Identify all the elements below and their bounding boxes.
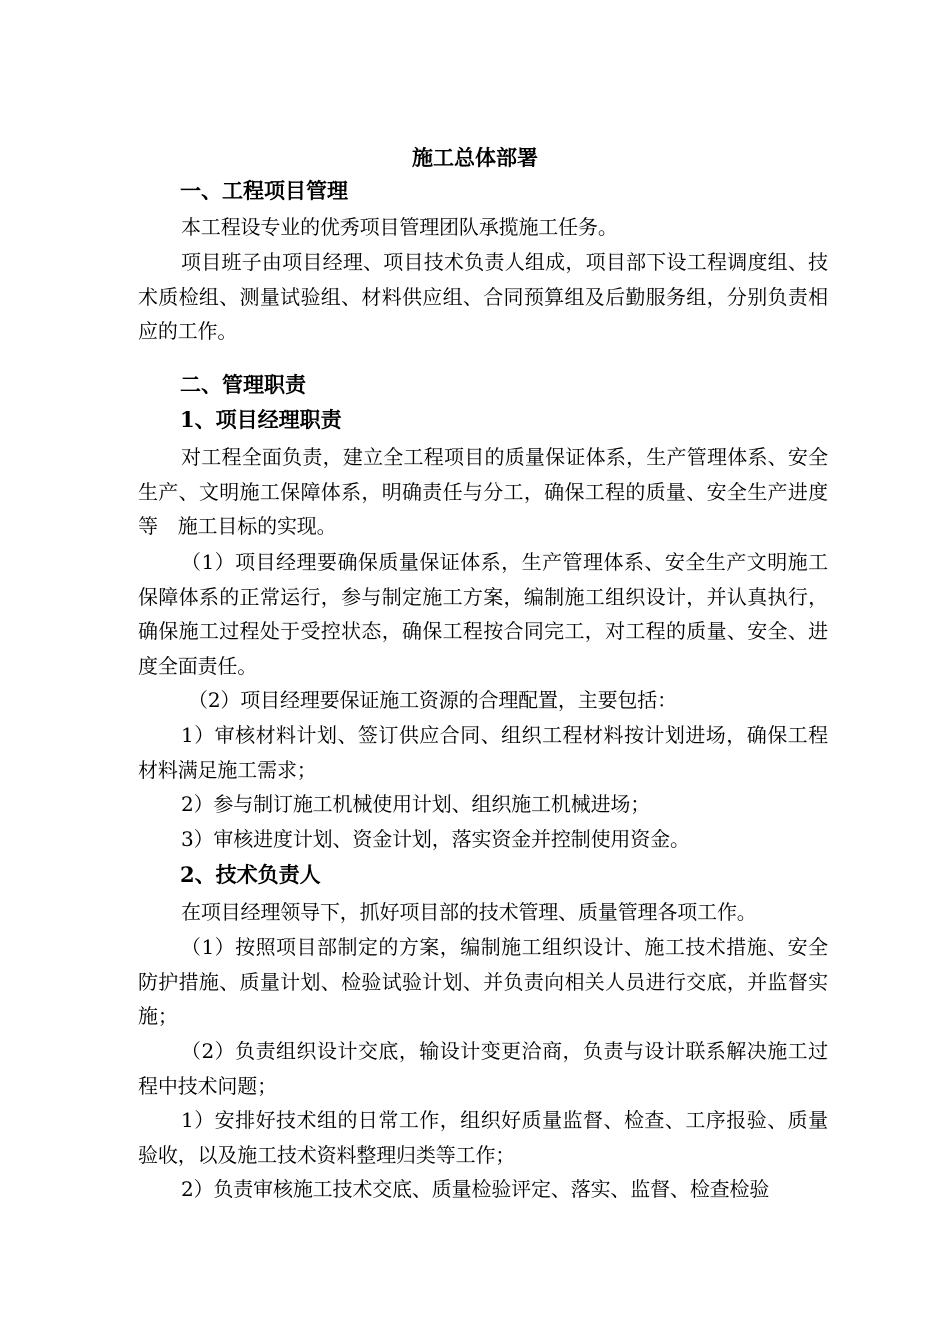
section-1-paragraph-1: 本工程设专业的优秀项目管理团队承揽施工任务。 [181,215,618,239]
section-2-1-paragraph-2: （1）项目经理要确保质量保证体系，生产管理体系、安全生产文明施工保障体系的正常运行，参与制定施工方案，编制施工组织设计，并认真执行，确保施工过程处于受控状态，确保工程按合同完工，对工程的质量、安全、进度全面责任。 [138,550,828,678]
section-2-1-paragraph-1: 对工程全面负责，建立全工程项目的质量保证体系，生产管理体系、安全生产、文明施工保障体系，明确责任与分工，确保工程的质量、安全生产进度等 施工目标的实现。 [138,445,828,538]
section-2-2-paragraph-3: （2）负责组织设计交底，输设计变更洽商，负责与设计联系解决施工过程中技术问题； [138,1039,828,1098]
section-2-1-heading: 1、项目经理职责 [180,407,342,432]
section-2-1-paragraph-5: 2）参与制订施工机械使用计划、组织施工机械进场； [181,792,651,816]
section-2-2-paragraph-4: 1）安排好技术组的日常工作，组织好质量监督、检查、工序报验、质量验收，以及施工技术资料整理归类等工作； [138,1108,828,1167]
section-1-paragraph-2: 项目班子由项目经理、项目技术负责人组成，项目部下设工程调度组、技术质检组、测量试验组、材料供应组、合同预算组及后勤服务组，分别负责相应的工作。 [138,250,828,343]
section-2-2-heading: 2、技术负责人 [180,862,321,887]
section-2-2-paragraph-2: （1）按照项目部制定的方案，编制施工组织设计、施工技术措施、安全防护措施、质量计划、检验试验计划、并负责向相关人员进行交底，并监督实施； [138,935,828,1028]
section-2-1-paragraph-6: 3）审核进度计划、资金计划，落实资金并控制使用资金。 [181,827,690,851]
section-2-1-paragraph-3: （2）项目经理要保证施工资源的合理配置，主要包括： [188,688,677,712]
section-2-2-paragraph-1: 在项目经理领导下，抓好项目部的技术管理、质量管理各项工作。 [181,900,757,924]
section-1-heading: 一、工程项目管理 [180,178,348,203]
document-title: 施工总体部署 [412,145,538,170]
section-2-1-paragraph-4: 1）审核材料计划、签订供应合同、组织工程材料按计划进场，确保工程材料满足施工需求； [138,723,828,782]
section-2-heading: 二、管理职责 [180,372,306,397]
section-2-2-paragraph-5: 2）负责审核施工技术交底、质量检验评定、落实、监督、检查检验 [181,1177,770,1201]
